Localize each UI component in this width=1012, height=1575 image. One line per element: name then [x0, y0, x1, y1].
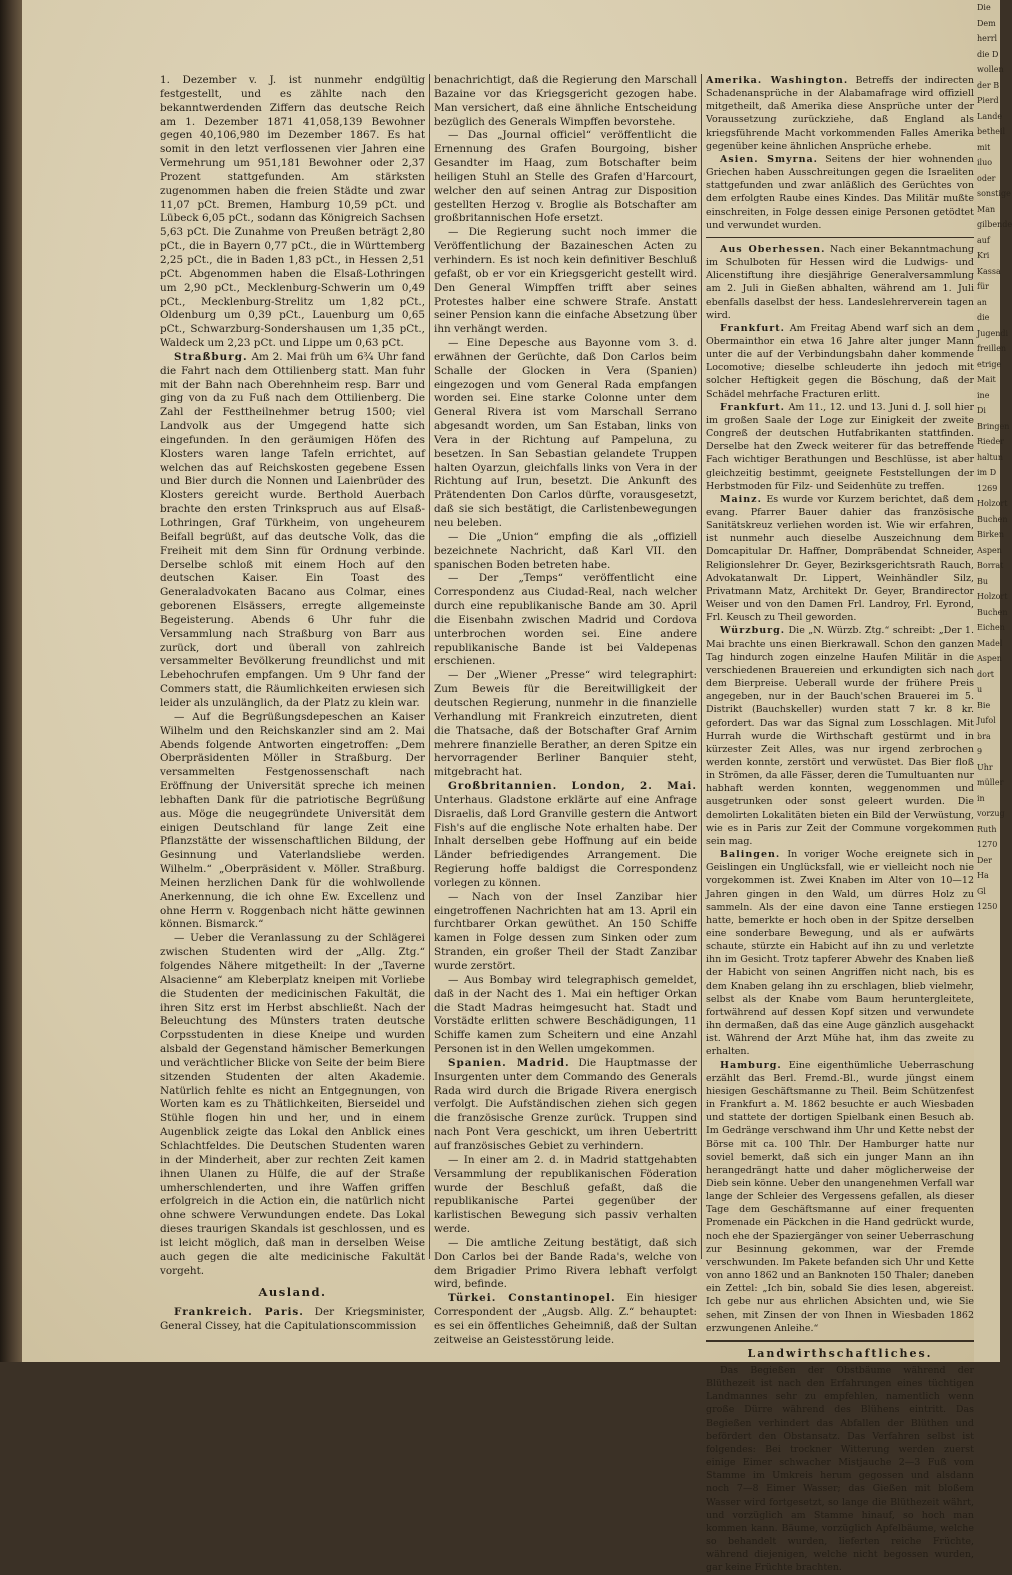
margin-fragment: Eichen [977, 623, 1005, 632]
paragraph-text: Seitens der hier wohnenden Griechen haben Ausschreitungen gegen die Israeliten stattgefunden und zwar anläßlich des Gerüchtes von dem erfolgten Raube eines Kindes. Das Militär mußte einschreiten, in Folge dessen einige Personen getödtet und verwundet wurden. [706, 153, 974, 231]
article-paragraph [160, 711, 425, 933]
margin-fragment: Gl [977, 886, 986, 896]
paragraph-text: Unterhaus. Gladstone erklärte auf eine Anfrage Disraelis, daß Lord Granville gestern die Antwort Fish's auf die englische Note erhalten habe. Der Inhalt derselben gebe Hoffnung auf ein beide Länder befriedigendes Arrangement. Die Regierung hoffe baldigst die Correspondenz vorlegen zu können. [434, 793, 697, 889]
margin-fragment: 9 [977, 747, 983, 756]
newspaper-page [22, 0, 978, 1574]
paragraph-text: — Eine Depesche aus Bayonne vom 3. d. erwähnen der Gerüchte, daß Don Carlos beim Schalle der Glocken in Vera (Spanien) eingezogen und vom General Rada empfangen worden sei. Eine starke Colonne unter dem General Rivera ist vom Marschall Serrano abgesandt worden, um San Estaban, links von Vera in der Richtung auf Pampeluna, zu besetzen. In San Sebastian gelandete Truppen halten Oyarzun, gleichfalls links von Vera in der Richtung auf Irun, besetzt. Die Ankunft des Prätendenten Don Carlos dürfte, vorausgesetzt, daß sie sich bestätigt, die Carlistenbewegungen neu beleben. [434, 337, 697, 529]
margin-fragment: Dem [977, 18, 996, 28]
paragraph-text: Am 2. Mai früh um 6¾ Uhr fand die Fahrt nach dem Ottilienberg statt. Man fuhr mit der Bahn nach Oberehnheim resp. Barr und ging von da zu Fuß nach dem Ottilienberg. Die Zahl der Festtheilnehmer betrug 1500; viel Landvolk aus der Umgegend hatte sich eingefunden. In den geräumigen Höfen des Klosters waren lange Tafeln errichtet, auf welchen das auf Reichskosten gegebene Essen und Bier durch die Nonnen und Laienbrüder des Klosters gereicht wurde. Berthold Auerbach brachte den ersten Trinkspruch aus auf Elsaß-Lothringen, Graf Türkheim, von ungeheurem Beifall begrüßt, auf das deutsche Volk, das die Freiheit mit dem Sinn für Ordnung verbinde. Derselbe schloß mit einem Hoch auf den deutschen Kaiser. Ein Toast des Generaladvokaten Bacano aus Colmar, eines geborenen Elsässers, erregte allgemeinste Begeisterung. Abends 6 Uhr fuhr die Versammlung nach Straßburg von Barr aus zurück, dort und überall von zahlreich versammelter Bevölkerung freundlichst und mit Lebehochrufen empfangen. Um 9 Uhr fand der Commers statt, die Räumlichkeiten erwiesen sich leider als unzulänglich, da der Platz zu klein war. [160, 350, 425, 709]
margin-fragment: Ruth [977, 824, 997, 834]
dateline: Frankfurt. [720, 401, 785, 413]
margin-fragment: die [977, 313, 990, 322]
margin-fragment: Die [977, 3, 991, 12]
column-3 [706, 74, 974, 1575]
article-paragraph [434, 891, 697, 974]
margin-fragment: mit [977, 142, 991, 152]
margin-fragment: 1270 [977, 840, 998, 849]
margin-fragment: 1250 [977, 902, 998, 911]
margin-fragment: Man [977, 204, 996, 214]
paragraph-text: — Aus Bombay wird telegraphisch gemeldet, daß in der Nacht des 1. Mai ein heftiger Orkan die Stadt Madras heimgesucht hat. Stadt und Vorstädte erlitten schwere Beschädigungen, 11 Schiffe kamen zum Scheitern und eine Anzahl Personen ist in den Wellen umgekommen. [434, 973, 697, 1056]
article-paragraph [434, 1057, 697, 1154]
margin-fragment: Aspen [977, 545, 1002, 555]
section-divider [706, 1340, 974, 1342]
paragraph-text: Betreffs der indirecten Schadenansprüche in der Alabamafrage wird offiziell mitgetheilt, daß Amerika diese Ansprüche unter der Voraussetzung zurückziehe, daß England als kriegsführende Macht vorkommenden Falles Amerika gegenüber keine ähnlichen Ansprüche erhebe. [706, 75, 974, 152]
margin-fragment: Kri [977, 251, 990, 260]
column-rule [701, 74, 702, 1259]
margin-fragment: betheil [977, 127, 1006, 136]
article-paragraph [434, 1154, 697, 1237]
dateline: Hamburg. [720, 1059, 782, 1071]
paragraph-text: — In einer am 2. d. in Madrid stattgehabten Versammlung der republikanischen Föderation wurde der Beschluß gefaßt, daß die republikanische Partei gegenüber der karlistischen Bewegung sich passiv verhalten werde. [434, 1153, 697, 1236]
margin-fragment: bra [977, 731, 991, 741]
margin-fragment: im D [977, 468, 997, 477]
margin-fragment: Borrat [977, 561, 1004, 570]
paragraph-text: Es wurde vor Kurzem berichtet, daß dem evang. Pfarrer Bauer dahier das französische Sanitätskreuz verliehen worden ist. Wie wir erfahren, ist nunmehr auch dieselbe Auszeichnung dem Domcapitular Dr. Haffner, Dompräbendat Schneider, Religionslehrer Dr. Geyer, Bezirksgerichtsrath Rauch, Advokatanwalt Dr. Lippert, Weinhändler Silz, Privatmann Matz, Architekt Dr. Geyer, Brandirector Weiser und von den Damen Frl. Landroy, Frl. Eyrond, Frl. Keusch zu Theil geworden. [706, 493, 974, 624]
margin-fragment: Der [977, 855, 992, 865]
margin-fragment: Bringen [977, 421, 1010, 431]
margin-fragment: an [977, 297, 987, 307]
margin-fragment: herrl [977, 34, 998, 43]
margin-fragment: gilbende [977, 220, 1012, 229]
margin-fragment: oder [977, 173, 996, 183]
paragraph-text: Das Begießen der Obstbäume während der Blüthezeit ist nach den Erfahrungen eines tüchtigen Landmannes sehr zu empfehlen, namentlich wenn große Dürre während des Blühens eintritt. Das Begießen verhindert das Abfallen der Blüthen und befördert den Obstansatz. Das Verfahren selbst ist folgendes: Bei trockner Witterung werden zuerst einige Eimer schwacher Mistjauche 2—3 Fuß vom Stamme im Umkreis herum gegossen und alsdann noch 7—8 Eimer Wasser; das Gießen mit bloßem Wasser wird fortgesetzt, so lange die Blüthezeit währt, und vorzüglich am Stamme hinauf, so hoch man kommen kann. Bäume, vorzüglich Apfelbäume, welche so behandelt wurden, lieferten reiche Früchte, während diejenigen, welche nicht begossen wurden, gar keine Früchte brachten. [706, 1365, 974, 1574]
dateline: Würzburg. [720, 625, 786, 637]
margin-fragment: wollen [977, 65, 1004, 74]
article-paragraph [706, 624, 974, 848]
paragraph-text: Der Kriegsminister, General Cissey, hat die Capitulationscommission [160, 1306, 425, 1333]
margin-fragment: sonstige [977, 189, 1011, 198]
paragraph-text: Am Freitag Abend warf sich an dem Obermainthor ein etwa 16 Jahre alter junger Mann unter die auf der Verbindungsbahn daher kommende Locomotive; dieselbe schleuderte ihn jedoch mit solcher Heftigkeit gegen die Böschung, daß der Schädel mehrfache Fracturen erlitt. [706, 322, 974, 400]
margin-fragment: Rieder [977, 437, 1004, 446]
margin-fragment: iluo [977, 158, 993, 167]
article-paragraph [706, 243, 974, 322]
article-paragraph [434, 531, 697, 573]
paragraph-text: Die Hauptmasse der Insurgenten unter dem Commando des Generals Rada wird durch die Brigade Rivera energisch verfolgt. Die Aufständischen ziehen sich gegen die französische Grenze zurück. Truppen sind nach Pont Vera geschickt, um ihren Uebertritt auf französisches Gebiet zu verhindern. [434, 1056, 697, 1152]
margin-fragment: die D [977, 49, 999, 59]
margin-fragment: freillen [977, 344, 1007, 353]
book-binding [0, 0, 22, 1362]
paragraph-text: Ein hiesiger Correspondent der „Augsb. Allg. Z.“ behauptet: es sei ein öffentliches Geheimniß, daß der Sultan zeitweise an Geistesstörung leide. [434, 1292, 697, 1346]
article-paragraph [434, 974, 697, 1057]
margin-fragment: 1269 [977, 483, 998, 493]
article-paragraph [160, 932, 425, 1278]
margin-fragment: haltun [977, 452, 1003, 462]
dateline: Aus Oberhessen. [720, 243, 826, 255]
column-1 [160, 74, 425, 1334]
article-paragraph [434, 74, 697, 129]
article-paragraph [706, 1364, 974, 1575]
margin-fragment: Birken [977, 530, 1004, 539]
margin-fragment: Bu [977, 576, 989, 586]
column-2 [434, 74, 697, 1348]
margin-fragment: Buchen [977, 607, 1008, 617]
paragraph-text: — Ueber die Veranlassung zu der Schlägerei zwischen Studenten wird der „Allg. Ztg.“ folgendes Nähere mitgetheilt: In der „Taverne Alsacienne“ am Kleberplatz kneipen mit Vorliebe die Studenten der medicinischen Fakultät, die ihren Sitz erst im Herbst abschließt. Nach der Beleuchtung des Münsters traten deutsche Corpsstudenten in diese Kneipe und wurden alsbald der Gegenstand hämischer Bemerkungen und verächtlicher Blicke von Seite der beim Biere sitzenden Studenten der alten Akademie. Natürlich fehlte es nicht an Entgegnungen, von Worten kam es zu Thätlichkeiten, Bierseidel und Stühle flogen hin und her, und in einem Augenblick zeigte das Lokal den Anblick eines Schlachtfeldes. Die Deutschen Studenten waren in der Minderheit, aber zur rechten Zeit kamen ihnen Ulanen zu Hülfe, die auf der Straße umherschlenderten, und ihre Waffen griffen erfolgreich in die Action ein, die natürlich nicht ohne schwere Verwundungen endete. Das Lokal dieses traurigen Skandals ist geschlossen, und es ist leicht möglich, daß man in derselben Weise auch gegen die alte medicinische Fakultät vorgeht. [160, 932, 425, 1277]
dateline: Balingen. [720, 849, 781, 861]
article-paragraph [706, 322, 974, 401]
margin-fragment: Jufol [977, 716, 996, 725]
article-paragraph [434, 1292, 697, 1347]
dateline: Frankreich. Paris. [174, 1306, 304, 1319]
margin-fragment: vorzug [977, 809, 1005, 818]
margin-fragment: auf [977, 235, 990, 245]
margin-fragment: Bie [977, 700, 991, 710]
margin-fragment: Madel [977, 638, 1003, 648]
margin-fragment: müller [977, 778, 1004, 787]
margin-fragment: ine [977, 390, 990, 400]
article-paragraph [706, 493, 974, 625]
article-paragraph [434, 129, 697, 226]
article-paragraph [706, 74, 974, 153]
column-rule [429, 74, 430, 1259]
article-paragraph [434, 780, 697, 891]
article-paragraph [160, 351, 425, 711]
article-paragraph [434, 1237, 697, 1292]
margin-fragment: Kassa [977, 266, 1001, 276]
margin-fragment: Lande [977, 111, 1003, 121]
article-paragraph [706, 153, 974, 232]
article-paragraph [434, 337, 697, 531]
article-paragraph [160, 74, 425, 351]
margin-fragment: u [977, 685, 983, 694]
paragraph-text: — Nach von der Insel Zanzibar hier eingetroffenen Nachrichten hat am 13. April ein furchtbarer Orkan gewüthet. An 150 Schiffe kamen in Folge dessen zum Sinken oder zum Stranden, ein großer Theil der Stadt Zanzibar wurde zerstört. [434, 890, 697, 972]
dateline: Asien. Smyrna. [720, 153, 818, 165]
paragraph-text: — Auf die Begrüßungsdepeschen an Kaiser Wilhelm und den Reichskanzler sind am 2. Mai Abends folgende Antworten eingetroffen: „Dem Oberpräsidenten Möller in Straßburg. Der versammelten Festgenossenschaft nach Eröffnung der Universität spreche ich meinen lebhaften Dank für die patriotische Begrüßung aus. Möge die neugegründete Universität dem einigen Deutschland für lange Zeit eine Pflanzstätte der wissenschaftlichen Bildung, der Gesinnung und Vaterlandsliebe werden. Wilhelm.“ „Oberpräsident v. Möller. Straßburg. Meinen herzlichen Dank für die wohlwollende Anerkennung, die ich ohne Ew. Excellenz und ohne Herrn v. Roggenbach nicht hätte gewinnen können. Bismarck.“ [160, 710, 425, 931]
paragraph-text: — Der „Wiener „Presse“ wird telegraphirt: Zum Beweis für die Bereitwilligkeit der deutschen Regierung, nunmehr in die finanzielle Verhandlung mit Frankreich einzutreten, dient die Thatsache, daß der Botschafter Graf Arnim mehrere finanzielle Berather, an deren Spitze ein hervorragender Berliner Banquier steht, mitgebracht hat. [434, 669, 697, 779]
margin-fragment: Holzort [977, 592, 1008, 601]
paragraph-text: — Die „Union“ empfing die als „offiziell bezeichnete Nachricht, daß Karl VII. den spanischen Boden betreten habe. [434, 530, 697, 571]
paragraph-text: — Die Regierung sucht noch immer die Veröffentlichung der Bazaineschen Acten zu verhindern. Es ist noch kein definitiver Beschluß gefaßt, ob er vor ein Kriegsgericht gestellt wird. Den General Wimpffen trifft aber seines Protestes halber eine schwere Strafe. Anstatt seiner Pension kann die einfache Absetzung über ihn verhängt werden. [434, 226, 697, 336]
paragraph-text: Die „N. Würzb. Ztg.“ schreibt: „Der 1. Mai brachte uns einen Bierkrawall. Schon den ganzen Tag hindurch zogen einzelne Haufen Militär in die verschiedenen Brauereien und erkundigten sich nach dem Bierpreise. Ueberall wurde der frühere Preis angegeben, nur in der Bauch'schen Brauerei im 5. Distrikt (Bauchskeller) wurden statt 7 kr. 8 kr. gefordert. Das war das Signal zum Losschlagen. Mit Hurrah wurde die Wirthschaft gestürmt und in kürzester Zeit Alles, was nur irgend zerbrochen werden konnte, zerstört und verwüstet. Das Bier floß in Strömen, da alle Fässer, deren die Tumultuanten nur habhaft werden konnten, weggenommen und ausgetrunken oder sonst geleert wurden. Die demolirten Lokalitäten bieten ein Bild der Verwüstung, wie es in Paris zur Zeit der Commune vorgekommen sein mag. [706, 625, 974, 847]
article-paragraph [706, 1059, 974, 1335]
margin-fragment: in [977, 793, 985, 803]
article-paragraph [434, 226, 697, 337]
article-paragraph [706, 401, 974, 493]
dateline: Großbritannien. London, 2. Mai. [448, 780, 697, 793]
margin-fragment: Di [977, 406, 986, 415]
section-divider [706, 237, 974, 238]
article-paragraph [434, 669, 697, 780]
margin-fragment: dort [977, 669, 994, 679]
margin-fragment: Aspen [977, 654, 1002, 663]
paragraph-text: 1. Dezember v. J. ist nunmehr endgültig festgestellt, und es zählte nach den bekanntwerdenden Ziffern das deutsche Reich am 1. Dezember 1871 41,058,139 Bewohner gegen 40,106,980 im Dezember 1867. Es hat somit in den letzt verflossenen vier Jahren eine Vermehrung um 951,181 Bewohner oder 2,37 Prozent stattgefunden. Am stärksten zugenommen haben die freien Städte und zwar 11,07 pCt. Bremen, Hamburg 10,59 pCt. und Lübeck 6,05 pCt., sodann das Königreich Sachsen 5,63 pCt. Die Zunahme von Preußen beträgt 2,80 pCt., die in Bayern 0,77 pCt., die in Württemberg 2,25 pCt., die in Baden 1,83 pCt., in Hessen 2,51 pCt. Abgenommen haben die Elsaß-Lothringen um 2,90 pCt., Mecklenburg-Schwerin um 0,49 pCt., Mecklenburg-Strelitz um 1,82 pCt., Oldenburg um 0,39 pCt., Lauenburg um 0,65 pCt., Schwarzburg-Sondershausen um 1,35 pCt., Waldeck um 2,23 pCt. und Lippe um 0,63 pCt. [160, 74, 425, 350]
margin-fragment: Jugendi [977, 328, 1009, 338]
margin-fragment: Buchen [977, 514, 1008, 524]
facing-page-edge [974, 0, 1012, 1362]
paragraph-text: benachrichtigt, daß die Regierung den Marschall Bazaine vor das Kriegsgericht gezogen habe. Man versichert, daß eine ähnliche Entscheidung bezüglich des Generals Wimpffen bevorstehe. [434, 74, 697, 128]
margin-fragment: Ha [977, 871, 989, 880]
margin-fragment: Mait [977, 375, 996, 384]
margin-fragment: für [977, 282, 989, 291]
paragraph-text: Eine eigenthümliche Ueberraschung erzählt das Berl. Fremd.-Bl., wurde jüngst einem hiesigen Geschäftsmanne zu Theil. Beim Schützenfest in Frankfurt a. M. 1862 besuchte er auch Wiesbaden und stattete der dortigen Spielbank einen Besuch ab. Im Gedränge verschwand ihm Uhr und Kette nebst der Börse mit ca. 100 Thlr. Der Hamburger hatte nur soviel bemerkt, daß sich ein junger Mann an ihn herangedrängt hatte und daher möglicherweise der Dieb sein könne. Ueber den unangenehmen Verfall war lange der Schleier des Vergessens gefallen, als dieser Tage dem Geschäftsmanne auf einer frequenten Promenade ein Päckchen in die Hand gedrückt wurde, noch ehe der Spaziergänger von seiner Ueberraschung zur Besinnung gekommen, war der Fremde verschwunden. Im Pakete befanden sich Uhr und Kette von anno 1862 und an Banknoten 150 Thaler; daneben ein Zettel: „Ich bin, sobald Sie dies lesen, abgereist. Ich gebe nur aus ehrlichen Absichten und, wie Sie sehen, mit Zinsen der von Ihnen in Wiesbaden 1862 erzwungenen Anleihe.“ [706, 1059, 974, 1334]
margin-fragment: etrige [977, 359, 1002, 369]
dateline: Spanien. Madrid. [448, 1056, 570, 1069]
section-heading: Landwirthschaftliches. [747, 1346, 933, 1360]
paragraph-text: — Der „Temps“ veröffentlicht eine Correspondenz aus Ciudad-Real, nach welcher durch eine republikanische Bande am 30. April die Eisenbahn zwischen Madrid und Cordova unterbrochen worden sei. Eine andere republikanische Bande ist bei Valdepenas erschienen. [434, 572, 697, 668]
dateline: Amerika. Washington. [706, 75, 849, 86]
margin-fragment: Pierd [977, 96, 999, 105]
margin-fragment: Holzort [977, 499, 1008, 508]
paragraph-text: In voriger Woche ereignete sich in Geislingen ein Unglücksfall, wie er vielleicht noch nie vorgekommen ist. Zwei Knaben im Alter von 10—12 Jahren gingen in den Wald, um dürres Holz zu sammeln. Als der eine davon eine Tanne erstiegen hatte, bemerkte er hoch oben in der Spitze derselben eine sonderbare Bewegung, und als er aufwärts schaute, stürzte ein Habicht auf ihn zu und verletzte ihn im Gesicht. Trotz tapferer Abwehr des Knaben ließ der Habicht von seinen Angriffen nicht nach, bis es dem Knaben gelang ihn zu erschlagen, blieb vielmehr, selbst als der Knabe vom Baum heruntergleitete, fortwährend auf dessen Kopf sitzen und verwundete ihn dermaßen, daß das eine Auge gänzlich ausgehackt ist. Während der Arzt Mühe hat, ihm das zweite zu erhalten. [706, 849, 974, 1058]
paragraph-text: — Das „Journal officiel“ veröffentlicht die Ernennung des Grafen Bourgoing, bisher Gesandter im Haag, zum Botschafter beim heiligen Stuhl an Stelle des Grafen d'Harcourt, welcher den auf seinen Antrag zur Disposition gestellten Herzog v. Broglie als Botschafter am großbritannischen Hofe ersetzt. [434, 129, 697, 225]
margin-fragment: Uhr [977, 762, 993, 772]
section-heading: Ausland. [258, 1285, 327, 1300]
article-paragraph [160, 1306, 425, 1334]
paragraph-text: Nach einer Bekanntmachung im Schulboten für Hessen wird die Ludwigs- und Alicenstiftung ihre diesjährige Generalversammlung am 2. Juli in Gießen abhalten, während am 1. Juli ebenfalls daselbst der hess. Landeslehrerverein tagen wird. [706, 243, 974, 321]
dateline: Frankfurt. [720, 322, 785, 334]
article-paragraph [434, 572, 697, 669]
dateline: Türkei. Constantinopel. [448, 1292, 616, 1305]
paragraph-text: Am 11., 12. und 13. Juni d. J. soll hier im großen Saale der Loge zur Einigkeit der zweite Congreß der deutschen Hutfabrikanten stattfinden. Derselbe hat den Zweck weiterer für das betreffende Fach wichtiger Berathungen und Beschlüsse, ist aber gleichzeitig bestimmt, geeignete Feststellungen der Herbstmoden für Filz- und Seidenhüte zu treffen. [706, 401, 974, 492]
dateline: Straßburg. [174, 350, 248, 363]
paragraph-text: — Die amtliche Zeitung bestätigt, daß sich Don Carlos bei der Bande Rada's, welche von dem Brigadier Primo Rivera lebhaft verfolgt wird, befinde. [434, 1236, 697, 1291]
margin-fragment: der B [977, 80, 1000, 90]
article-paragraph [706, 848, 974, 1059]
dateline: Mainz. [720, 493, 762, 505]
